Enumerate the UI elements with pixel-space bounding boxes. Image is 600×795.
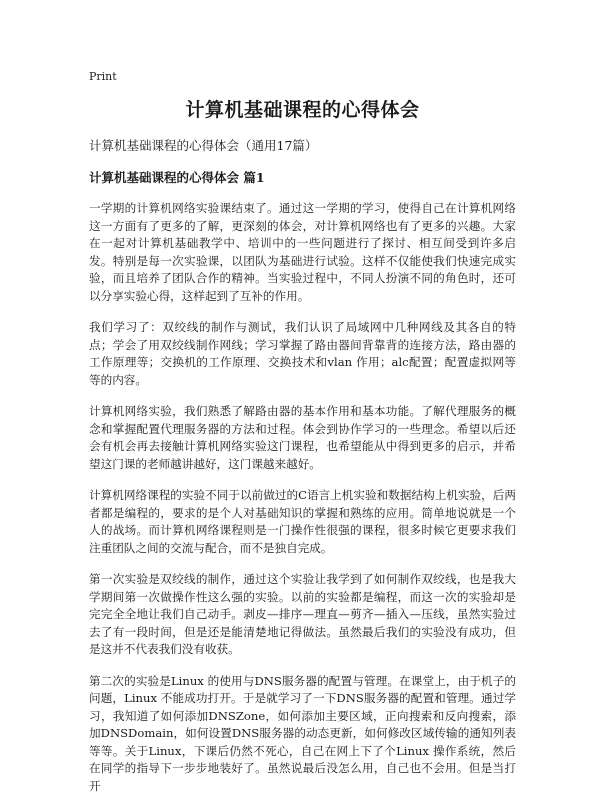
paragraph-5: 第一次实验是双绞线的制作，通过这个实验让我学到了如何制作双绞线，也是我大学期间第一次做操作性这么强的实验。以前的实验都是编程，而这一次的实验却是完完全全地让我们自己动手。剥皮—排序—理直—剪齐—插入—压线，虽然实验过去了有一段时间，但是还是能清楚地记得做法。虽然最后我们的实验没有成功，但是这并不代表我们没有收获。 xyxy=(89,571,516,659)
paragraph-3: 计算机网络实验，我们熟悉了解路由器的基本作用和基本功能。了解代理服务的概念和掌握配置代理服务器的方法和过程。体会到协作学习的一些理念。希望以后还会有机会再去接触计算机网络实验这门课程，也希望能从中得到更多的启示，并希望这门课的老师越讲越好，这门课越来越好。 xyxy=(89,403,516,473)
section-heading: 计算机基础课程的心得体会 篇1 xyxy=(89,168,516,186)
paragraph-2: 我们学习了：双绞线的制作与测试，我们认识了局域网中几种网线及其各自的特点；学会了用双绞线制作网线；学习掌握了路由器间背靠背的连接方法，路由器的工作原理等；交换机的工作原理、交换技术和vlan 作用；alc配置；配置虚拟网等等的内容。 xyxy=(89,319,516,389)
page-title: 计算机基础课程的心得体会 xyxy=(89,95,516,122)
paragraph-6: 第二次的实验是Linux 的使用与DNS服务器的配置与管理。在课堂上，由于机子的问题，Linux 不能成功打开。于是就学习了一下DNS服务器的配置和管理。通过学习，我知道了如何添加DNSZone，如何添加主要区域，正向搜索和反向搜索，添加DNSDomain，如何设置DNS服务器的动态更新，如何修改区域传输的通知列表等等。关于Linux，下课后仍然不死心，自己在网上下了个Linux 操作系统，然后在同学的指导下一步步地装好了。虽然说最后没怎么用，自己也不会用。但是当打开 xyxy=(89,673,516,795)
document-subtitle: 计算机基础课程的心得体会（通用17篇） xyxy=(89,136,516,154)
paragraph-1: 一学期的计算机网络实验课结束了。通过这一学期的学习，使得自己在计算机网络这一方面有了更多的了解，更深刻的体会，对计算机网络也有了更多的兴趣。大家在一起对计算机基础教学中、培训中的一些问题进行了探讨、相互间受到许多启发。特别是每一次实验课，以团队为基础进行试验。这样不仅能使我们快速完成实验，而且培养了团队合作的精神。当实验过程中，不同人扮演不同的角色时，还可以分享实验心得，这样起到了互补的作用。 xyxy=(89,200,516,305)
print-label: Print xyxy=(89,70,516,83)
paragraph-4: 计算机网络课程的实验不同于以前做过的C语言上机实验和数据结构上机实验，后两者都是编程的，要求的是个人对基础知识的掌握和熟练的应用。简单地说就是一个人的战场。而计算机网络课程则是一门操作性很强的课程，很多时候它更要求我们注重团队之间的交流与配合，而不是独自完成。 xyxy=(89,487,516,557)
